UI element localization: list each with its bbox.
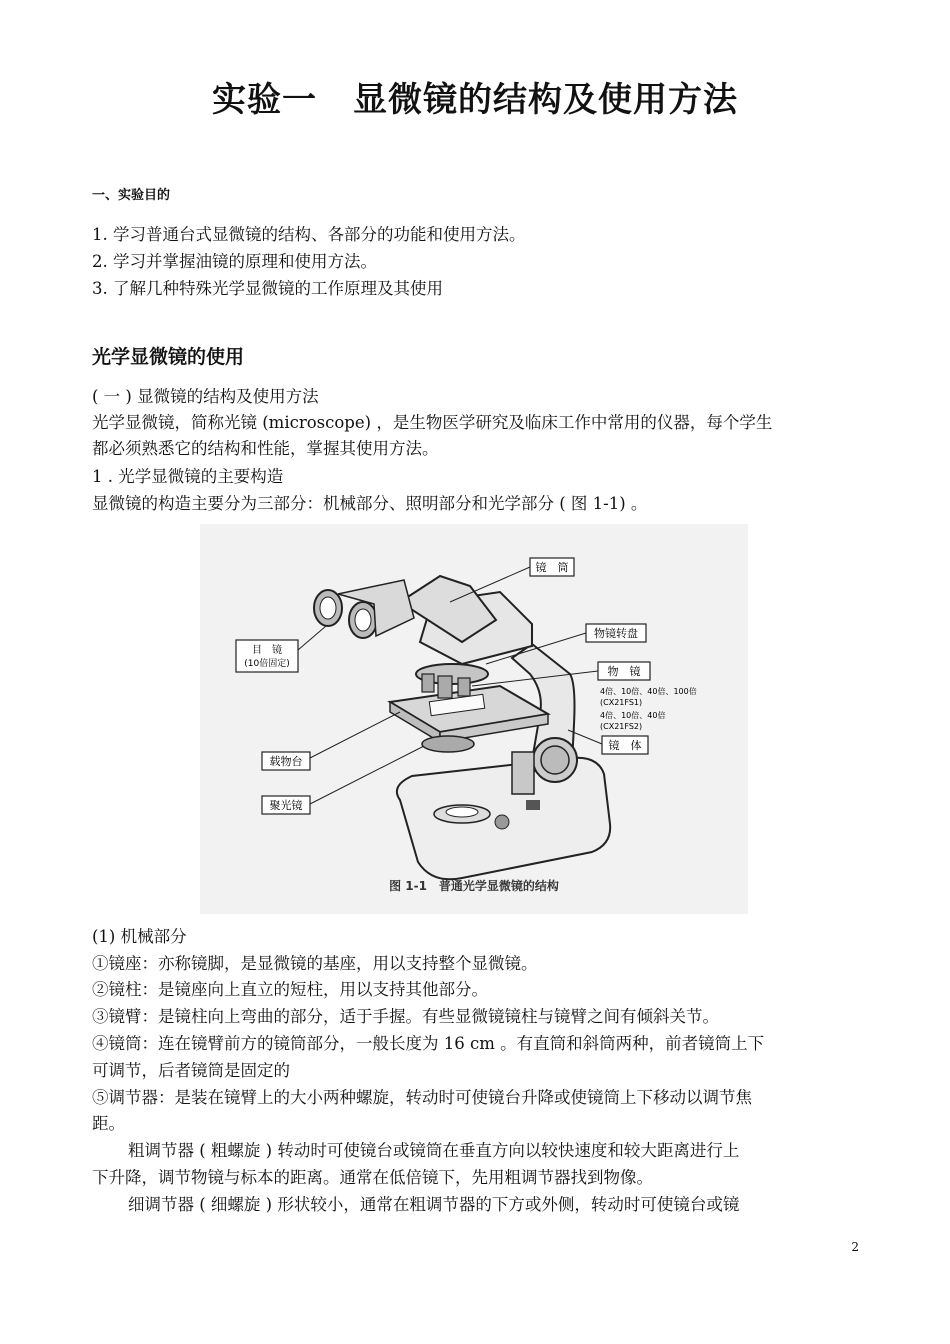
label-nosepiece: 物镜转盘: [594, 627, 638, 640]
label-objective: 物 镜: [607, 665, 641, 678]
label-body: 镜 体: [608, 739, 642, 752]
intro-line-3: 显微镜的构造主要分为三部分：机械部分、照明部分和光学部分 ( 图 1-1) 。: [92, 494, 648, 513]
figure-caption: 图 1-1 普通光学显微镜的结构: [389, 879, 559, 893]
coarse-adjust-line-1: 粗调节器 ( 粗螺旋 ) 转动时可使镜台或镜筒在垂直方向以较快速度和较大距离进行上: [128, 1141, 740, 1160]
mech-item-base: ①镜座：亦称镜脚，是显微镜的基座，用以支持整个显微镜。: [92, 954, 538, 973]
intro-line-2: 都必须熟悉它的结构和性能，掌握其使用方法。: [92, 439, 439, 458]
coarse-adjust-line-2: 下升降，调节物镜与标本的距离。通常在低倍镜下，先用粗调节器找到物像。: [92, 1168, 653, 1187]
subheading-mechanical: (1) 机械部分: [92, 927, 187, 946]
label-tube: 镜 筒: [535, 561, 569, 574]
intro-line-1: 光学显微镜，简称光镜 (microscope) ，是生物医学研究及临床工作中常用的仪器，每个学生: [92, 413, 773, 432]
mech-item-adjuster-1: ⑤调节器：是装在镜臂上的大小两种螺旋，转动时可使镜台升降或使镜筒上下移动以调节焦: [92, 1088, 752, 1107]
objective-note-3: 4倍、10倍、40倍: [600, 711, 666, 720]
section-heading-usage: 光学显微镜的使用: [92, 346, 245, 368]
objective-note-1: 4倍、10倍、40倍、100倍: [600, 687, 697, 696]
objective-note-2: (CX21FS1): [600, 698, 643, 707]
mech-item-arm: ③镜臂：是镜柱向上弯曲的部分，适于手握。有些显微镜镜柱与镜臂之间有倾斜关节。: [92, 1007, 719, 1026]
microscope-diagram: [200, 524, 748, 914]
page-number: 2: [851, 1240, 859, 1254]
microscope-figure: [200, 524, 748, 914]
subheading-structure: ( 一 ) 显微镜的结构及使用方法: [92, 387, 319, 406]
label-condenser: 聚光镜: [269, 799, 303, 812]
mech-item-adjuster-2: 距。: [92, 1114, 125, 1133]
mech-item-tube-2: 可调节，后者镜筒是固定的: [92, 1061, 290, 1080]
label-stage: 载物台: [269, 755, 303, 768]
title-part2: 显微镜的结构及使用方法: [353, 80, 738, 120]
title-part1: 实验一: [212, 80, 317, 120]
section-heading-purpose: 一、实验目的: [92, 188, 171, 203]
mech-item-tube-1: ④镜筒：连在镜臂前方的镜筒部分，一般长度为 16 cm 。有直筒和斜筒两种，前者镜筒上下: [92, 1034, 765, 1053]
page-title: [0, 72, 950, 121]
label-eyepiece-note: (10倍固定): [244, 659, 290, 669]
purpose-item-2: 2. 学习并掌握油镜的原理和使用方法。: [92, 252, 377, 271]
mech-item-pillar: ②镜柱：是镜座向上直立的短柱，用以支持其他部分。: [92, 980, 488, 999]
purpose-item-3: 3. 了解几种特殊光学显微镜的工作原理及其使用: [92, 279, 443, 298]
label-eyepiece: 目 镜: [252, 645, 282, 656]
purpose-item-1: 1. 学习普通台式显微镜的结构、各部分的功能和使用方法。: [92, 225, 526, 244]
subheading-main-structure: 1 . 光学显微镜的主要构造: [92, 467, 284, 486]
objective-note-4: (CX21FS2): [600, 722, 643, 731]
fine-adjust-line-1: 细调节器 ( 细螺旋 ) 形状较小，通常在粗调节器的下方或外侧，转动时可使镜台或镜: [128, 1195, 740, 1214]
